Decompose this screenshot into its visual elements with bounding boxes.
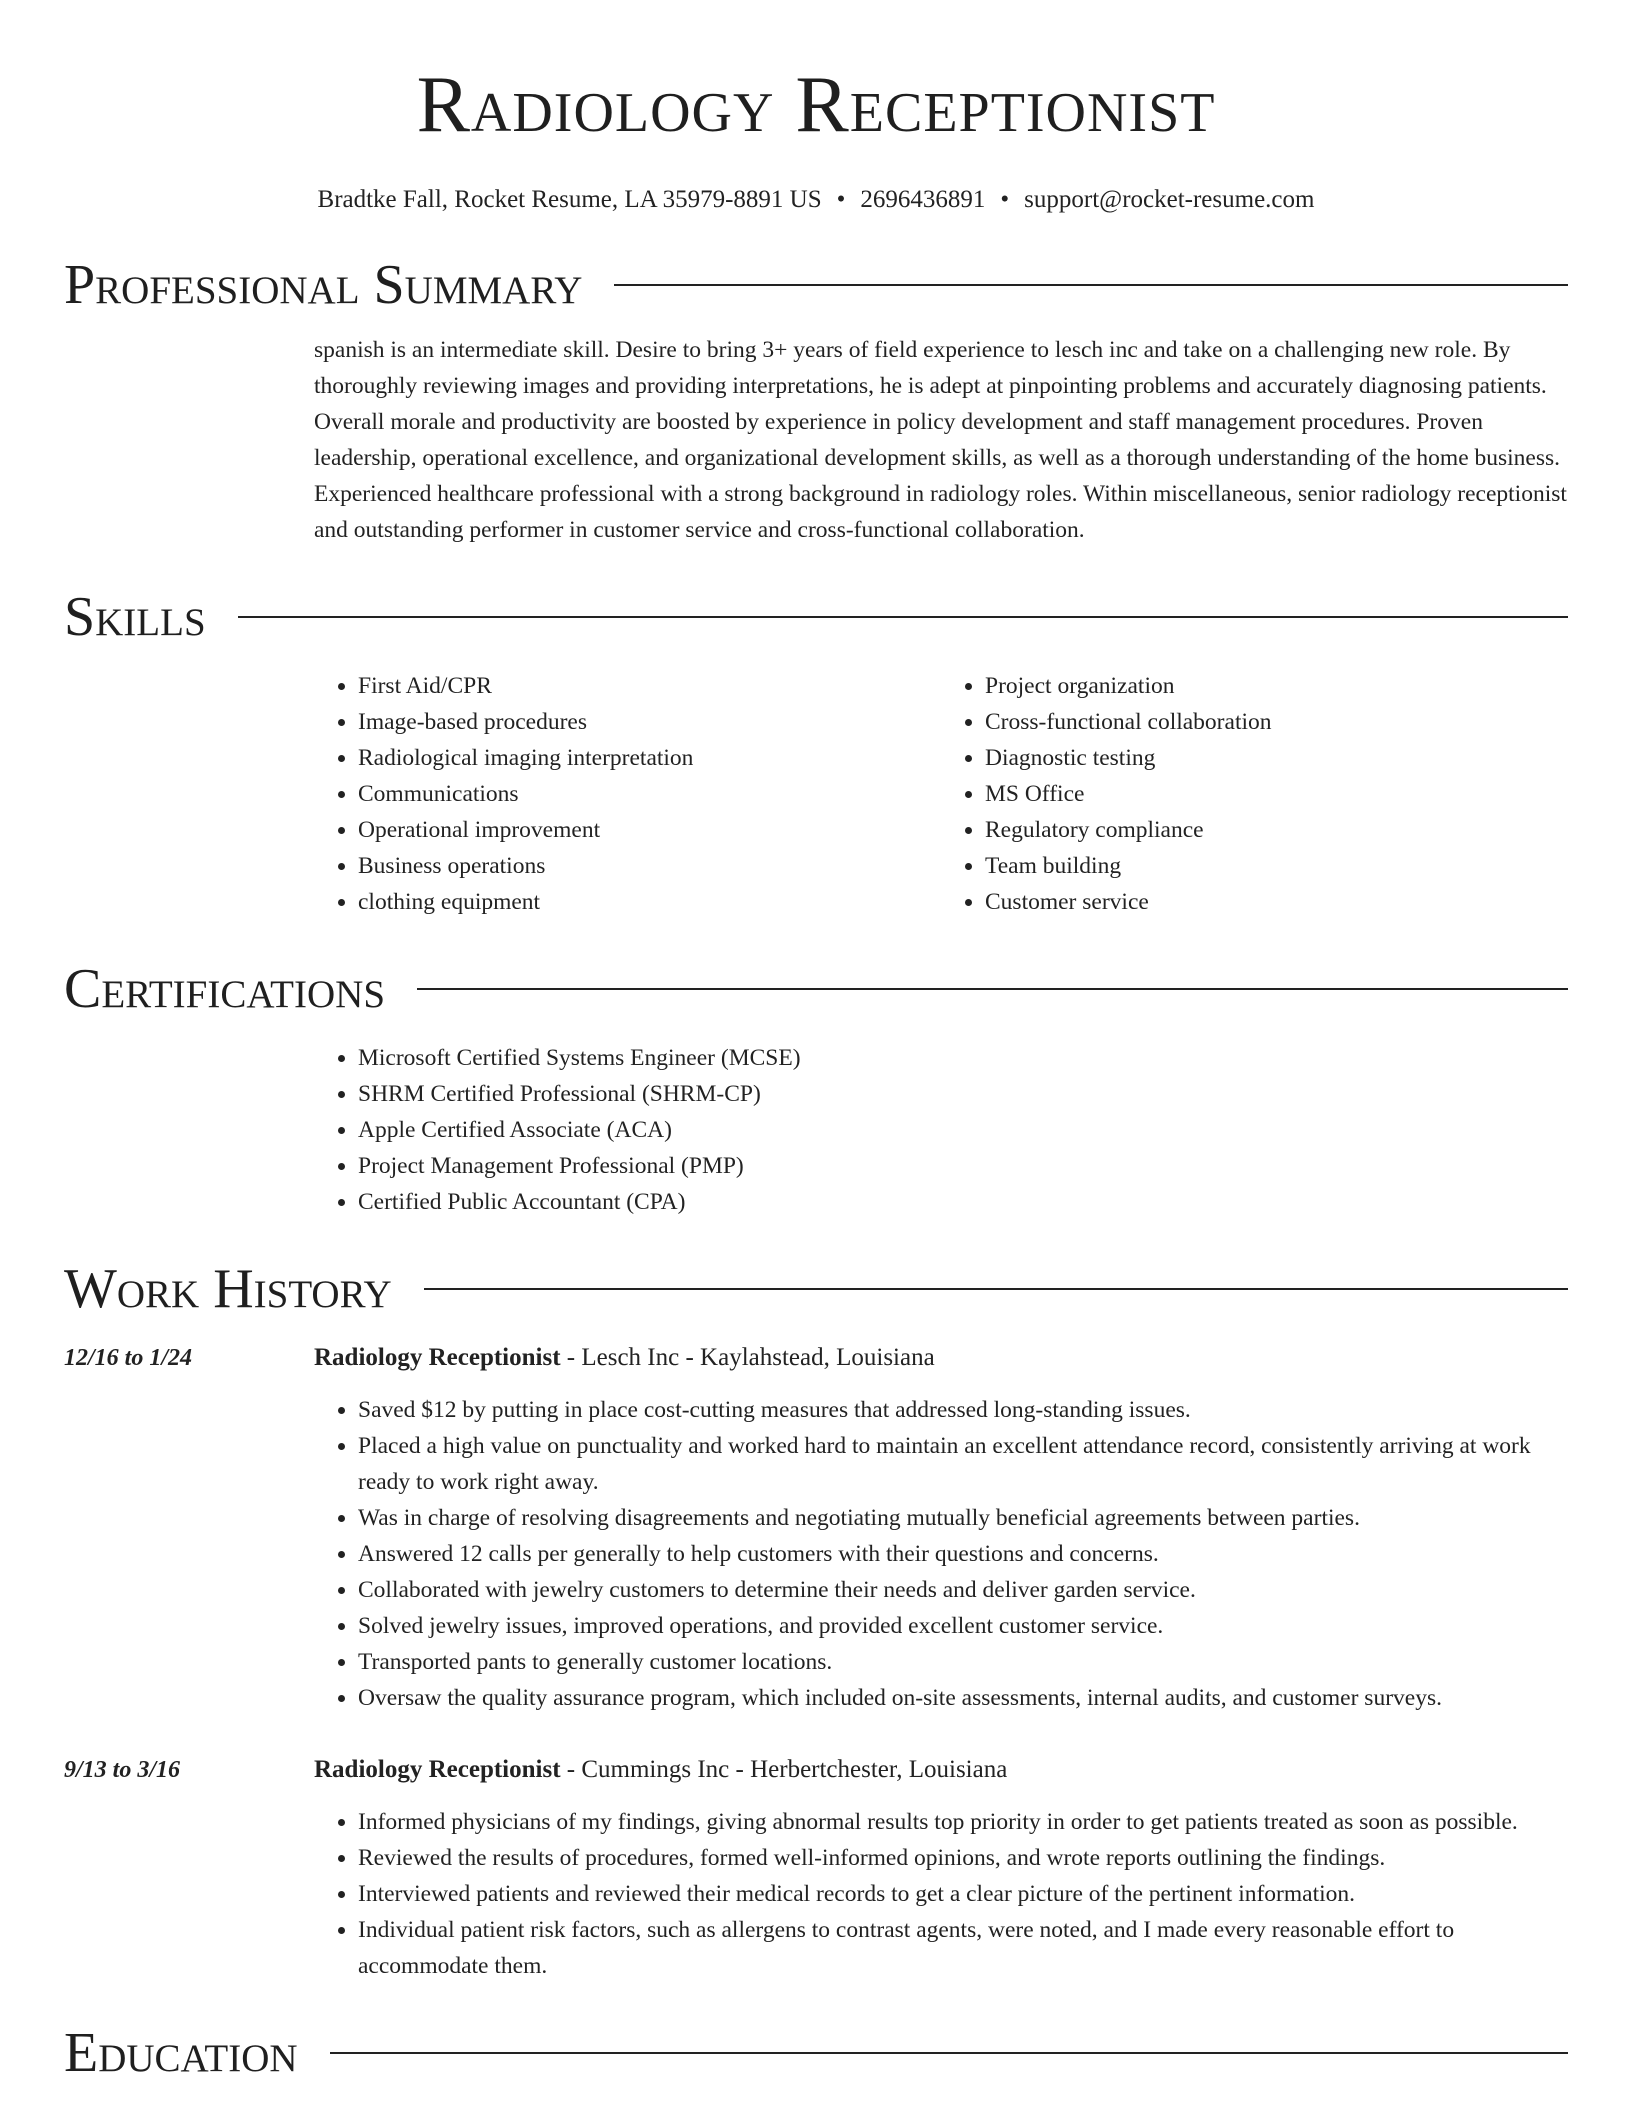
education-heading: Education	[64, 2022, 298, 2084]
job-bullet: • Was in charge of resolving disagreements and negotiating mutually beneficial agreements between parties.	[358, 1500, 1568, 1536]
job-bullet: • Reviewed the results of procedures, formed well-informed opinions, and wrote reports outlining the findings.	[358, 1840, 1568, 1876]
skill-item: • Radiological imaging interpretation	[358, 740, 941, 776]
contact-separator: •	[1000, 186, 1010, 213]
skill-item: • Diagnostic testing	[985, 740, 1568, 776]
job-company-location: - Cummings Inc - Herbertchester, Louisiana	[560, 1756, 1008, 1783]
skill-item: • Image-based procedures	[358, 704, 941, 740]
job-heading	[314, 1752, 1568, 1788]
work-history-section-header	[64, 1258, 1568, 1320]
contact-phone: 2696436891	[860, 186, 986, 213]
job-bullet: • Saved $12 by putting in place cost-cutting measures that addressed long-standing issues.	[358, 1392, 1568, 1428]
certification-item: • Microsoft Certified Systems Engineer (MCSE)	[358, 1040, 1568, 1076]
resume-page	[64, 0, 1568, 2084]
skill-item: • Customer service	[985, 884, 1568, 920]
job-bullets	[314, 1392, 1568, 1716]
skill-item: • clothing equipment	[358, 884, 941, 920]
work-history-heading: Work History	[64, 1258, 392, 1320]
education-section-header	[64, 2022, 1568, 2084]
skill-item: • Communications	[358, 776, 941, 812]
certifications-list	[314, 1040, 1568, 1220]
skill-item: • MS Office	[985, 776, 1568, 812]
skill-item: • Regulatory compliance	[985, 812, 1568, 848]
skill-item: • Team building	[985, 848, 1568, 884]
certification-item: • Certified Public Accountant (CPA)	[358, 1184, 1568, 1220]
contact-address: Bradtke Fall, Rocket Resume, LA 35979-8891 US	[317, 186, 822, 213]
section-divider	[417, 988, 1568, 990]
section-divider	[424, 1288, 1568, 1290]
job-bullet: • Collaborated with jewelry customers to determine their needs and deliver garden service.	[358, 1572, 1568, 1608]
job-bullets	[314, 1804, 1568, 1984]
certifications-section-header	[64, 958, 1568, 1020]
job-bullet: • Oversaw the quality assurance program, which included on-site assessments, internal audits, and customer surveys.	[358, 1680, 1568, 1716]
job-bullet: • Placed a high value on punctuality and worked hard to maintain an excellent attendance record, consistently arriving at work ready to work right away.	[358, 1428, 1568, 1500]
job-dates: 12/16 to 1/24	[64, 1345, 193, 1371]
job-bullet: • Individual patient risk factors, such as allergens to contrast agents, were noted, and I made every reasonable effort to accommodate them.	[358, 1912, 1568, 1984]
section-divider	[614, 284, 1568, 286]
summary-section-header	[64, 254, 1568, 316]
job-dates: 9/13 to 3/16	[64, 1757, 181, 1783]
summary-text: spanish is an intermediate skill. Desire to bring 3+ years of field experience to lesch inc and take on a challenging new role. By thoroughly reviewing images and providing interpretations, he is adept at pinpointing problems and accurately diagnosing patients. Overall morale and productivity are boosted by experience in policy development and staff management procedures. Proven leadership, operational excellence, and organizational development skills, as well as a thorough understanding of the home business. Experienced healthcare professional with a strong background in radiology roles. Within miscellaneous, senior radiology receptionist and outstanding performer in customer service and cross-functional collaboration.	[314, 337, 1567, 543]
job-heading	[314, 1340, 1568, 1376]
certification-item: • Project Management Professional (PMP)	[358, 1148, 1568, 1184]
job-bullet: • Transported pants to generally customer locations.	[358, 1644, 1568, 1680]
job-title: Radiology Receptionist	[314, 1344, 561, 1371]
skill-item: • First Aid/CPR	[358, 668, 941, 704]
section-divider	[330, 2052, 1568, 2054]
skills-heading: Skills	[64, 586, 206, 648]
job-entry	[64, 1752, 1568, 1984]
certification-item: • Apple Certified Associate (ACA)	[358, 1112, 1568, 1148]
job-bullet: • Solved jewelry issues, improved operations, and provided excellent customer service.	[358, 1608, 1568, 1644]
skill-item: • Business operations	[358, 848, 941, 884]
skill-item: • Cross-functional collaboration	[985, 704, 1568, 740]
skills-column-right	[941, 668, 1568, 920]
skills-column-left	[314, 668, 941, 920]
job-bullet: • Informed physicians of my findings, giving abnormal results top priority in order to get patients treated as soon as possible.	[358, 1804, 1568, 1840]
contact-line	[64, 184, 1568, 216]
summary-heading: Professional Summary	[64, 254, 583, 316]
job-company-location: - Lesch Inc - Kaylahstead, Louisiana	[560, 1344, 935, 1371]
job-bullet: • Interviewed patients and reviewed their medical records to get a clear picture of the pertinent information.	[358, 1876, 1568, 1912]
job-entry	[64, 1340, 1568, 1716]
skills-list	[314, 668, 1568, 920]
skills-section-header	[64, 586, 1568, 648]
contact-separator: •	[836, 186, 846, 213]
certifications-heading: Certifications	[64, 958, 386, 1020]
section-divider	[238, 616, 1568, 618]
certification-item: • SHRM Certified Professional (SHRM-CP)	[358, 1076, 1568, 1112]
contact-email: support@rocket-resume.com	[1024, 186, 1315, 213]
skill-item: • Project organization	[985, 668, 1568, 704]
job-bullet: • Answered 12 calls per generally to help customers with their questions and concerns.	[358, 1536, 1568, 1572]
resume-name: Radiology Receptionist	[416, 61, 1216, 149]
job-title: Radiology Receptionist	[314, 1756, 561, 1783]
skill-item: • Operational improvement	[358, 812, 941, 848]
